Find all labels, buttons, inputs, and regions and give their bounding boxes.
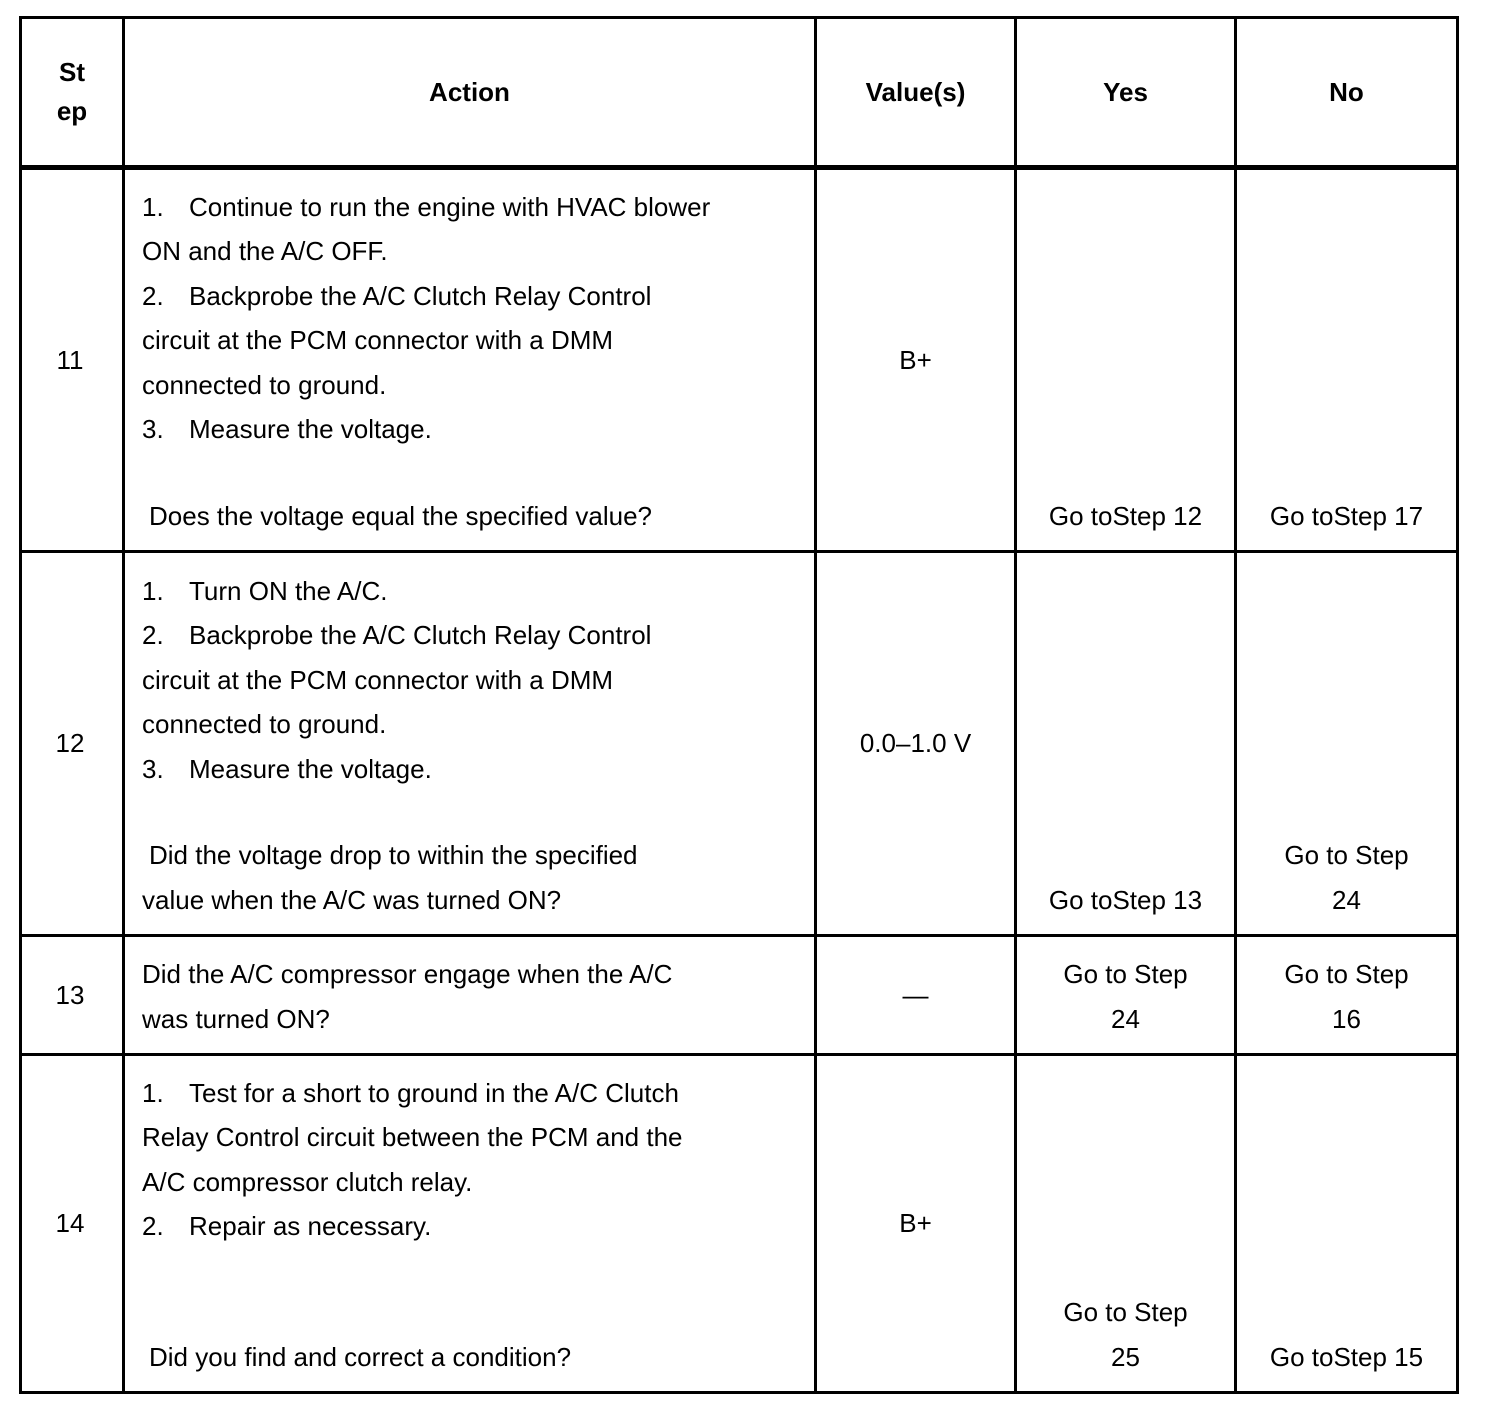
table-row (21, 1055, 1458, 1393)
header-action: Action (124, 18, 816, 168)
header-step-line2: ep (56, 96, 88, 126)
action-item: 1. Test for a short to ground in the A/C Clutch (142, 1077, 679, 1108)
diagnostic-table (19, 16, 1459, 1394)
action-question-cont: was turned ON? (142, 1003, 330, 1034)
action-item: 1. Turn ON the A/C. (142, 575, 388, 606)
yes-cell: Go to Step 24 (1016, 936, 1236, 1055)
no-cell: Go to Step 16 (1236, 936, 1458, 1055)
action-item: 3. Measure the voltage. (142, 753, 432, 784)
yes-cell: Go to Step 25 (1016, 1055, 1236, 1393)
action-cell (124, 936, 816, 1055)
step-number: 11 (21, 168, 124, 552)
action-cell: 1. Test for a short to ground in the A/C Clutch Relay Control circuit between the PCM and the A/C compressor clutch relay. 2. Repair as necessary. Did you find and correct a condition? (124, 1055, 816, 1393)
header-values: Value(s) (816, 18, 1016, 168)
action-item: 2. Backprobe the A/C Clutch Relay Control (142, 620, 652, 650)
action-question: Did you find and correct a condition? (149, 1341, 572, 1372)
action-question-cont: value when the A/C was turned ON? (142, 884, 562, 915)
no-cell: Go toStep 15 (1236, 1055, 1458, 1393)
yes-cell: Go toStep 12 (1016, 168, 1236, 552)
step-number: 14 (21, 1055, 124, 1393)
action-cell: 1. Turn ON the A/C. 2. Backprobe the A/C Clutch Relay Control circuit at the PCM connector with a DMM connected to ground. 3. Measure the voltage. Did the voltage drop to within the specified value when the A/C was turned ON? (124, 552, 816, 936)
action-question: Did the voltage drop to within the specified (149, 840, 638, 870)
action-item: 1. Continue to run the engine with HVAC blower (142, 191, 711, 222)
action-item: 2. Repair as necessary. (142, 1211, 432, 1241)
action-question: Did the A/C compressor engage when the A/C (142, 959, 673, 989)
action-question: Does the voltage equal the specified value? (149, 500, 653, 531)
no-cell: Go to Step 24 (1236, 552, 1458, 936)
step-number: 13 (21, 936, 124, 1055)
table-row (21, 168, 1458, 552)
header-yes: Yes (1016, 18, 1236, 168)
value-cell: B+ (816, 168, 1016, 552)
no-cell: Go toStep 17 (1236, 168, 1458, 552)
header-no: No (1236, 18, 1458, 168)
table-row (21, 552, 1458, 936)
value-cell: 0.0–1.0 V (816, 552, 1016, 936)
header-step-line1: St (59, 57, 85, 87)
header-row (21, 18, 1458, 168)
action-item: 2. Backprobe the A/C Clutch Relay Control (142, 280, 652, 311)
value-cell: B+ (816, 1055, 1016, 1393)
table-row (21, 936, 1458, 1055)
action-cell: 1. Continue to run the engine with HVAC blower ON and the A/C OFF. 2. Backprobe the A/C Clutch Relay Control circuit at the PCM connector with a DMM connected to ground. 3. Measure the voltage. Does the voltage equal the specified value? (124, 168, 816, 552)
step-number: 12 (21, 552, 124, 936)
yes-cell: Go toStep 13 (1016, 552, 1236, 936)
value-cell: — (816, 936, 1016, 1055)
action-item: 3. Measure the voltage. (142, 414, 432, 444)
header-step (21, 18, 124, 168)
